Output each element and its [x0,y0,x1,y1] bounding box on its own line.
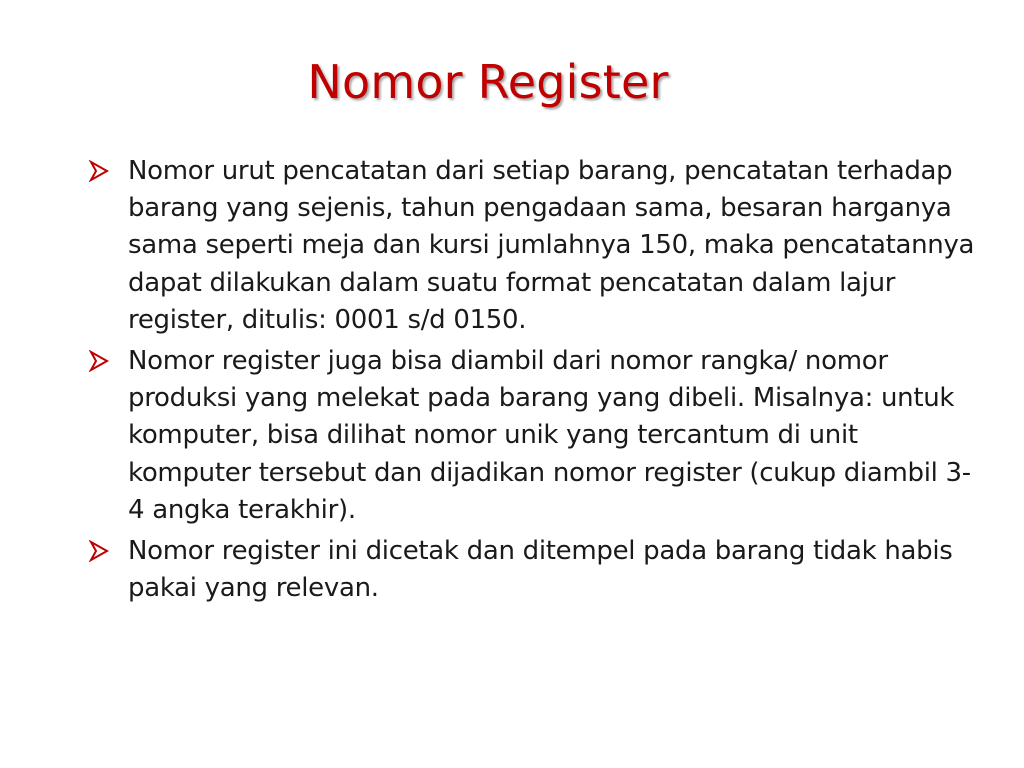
bullet-text: Nomor urut pencatatan dari setiap barang, pencatatan terhadap barang yang sejenis, tahun pengadaan sama, besaran harganya sama seperti meja dan kursi jumlahnya 150, maka pencatatannya dapat dilakukan dalam suatu format pencatatan dalam lajur register, ditulis: 0001 s/d 0150. [128,156,975,335]
slide-title: Nomor Register [307,55,669,109]
arrowhead-bullet-icon [88,160,110,182]
bullet-list [88,153,978,611]
bullet-text: Nomor register ini dicetak dan ditempel pada barang tidak habis pakai yang relevan. [128,536,953,604]
bullet-text: Nomor register juga bisa diambil dari nomor rangka/ nomor produksi yang melekat pada barang yang dibeli. Misalnya: untuk komputer, bisa dilihat nomor unik yang tercantum di unit komputer tersebut dan dijadikan nomor register (cukup diambil 3-4 angka terakhir). [128,346,971,525]
arrowhead-bullet-icon [88,540,110,562]
list-item [88,153,978,339]
list-item [88,533,978,607]
arrowhead-bullet-icon [88,350,110,372]
list-item [88,343,978,529]
